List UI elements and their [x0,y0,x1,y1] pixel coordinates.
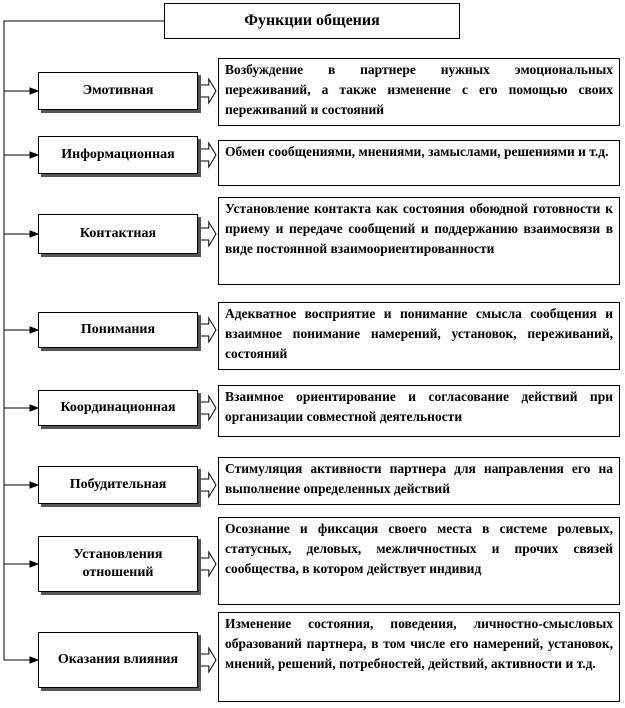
block-arrow-icon [200,473,216,497]
function-description: Обмен сообщениями, мнениями, замыслами, решениями и т.д. [218,140,620,186]
function-description: Стимуляция активности партнера для направления его на выполнение определенных действий [218,457,620,505]
function-description: Установление контакта как состояния обоюдной готовности к приему и передаче сообщений и поддержанию взаимосвязи в виде постоянной взаимоориентированности [218,197,620,285]
function-box: Понимания [38,312,198,348]
diagram-title: Функции общения [164,3,460,39]
function-description: Осознание и фиксация своего места в системе ролевых, статусных, деловых, межличностных и прочих связей сообщества, в котором действует индивид [218,517,620,605]
function-box: Оказания влияния [38,632,198,688]
function-box: Информационная [38,136,198,174]
block-arrow-icon [200,552,216,576]
spine-arrow [4,482,38,488]
function-box: Контактная [38,214,198,254]
function-description: Взаимное ориентирование и согласование действий при организации совместной деятельности [218,385,620,437]
spine-arrow [4,327,38,333]
spine-arrow [4,657,38,663]
spine-arrow [4,88,38,94]
function-description: Адекватное восприятие и понимание смысла сообщения и взаимное понимание намерений, установок, переживаний, состояний [218,302,620,370]
spine-arrow [4,152,38,158]
block-arrow-icon [200,143,216,167]
function-box: Эмотивная [38,72,198,110]
block-arrow-icon [200,318,216,342]
spine-arrow [4,231,38,237]
block-arrow-icon [200,222,216,246]
spine-arrow [4,561,38,567]
function-box: Координационная [38,390,198,426]
block-arrow-icon [200,396,216,420]
function-description: Изменение состояния, поведения, личностно-смысловых образований партнера, в том числе его намерений, установок, мнений, решений, потребностей, действий, активности и т.д. [218,612,620,702]
spine-arrow [4,405,38,411]
block-arrow-icon [200,79,216,103]
function-description: Возбуждение в партнере нужных эмоциональных переживаний, а также изменение с его помощью своих переживаний и состояний [218,58,620,126]
function-box: Побудительная [38,466,198,504]
block-arrow-icon [200,648,216,672]
function-box: Установления отношений [38,536,198,592]
